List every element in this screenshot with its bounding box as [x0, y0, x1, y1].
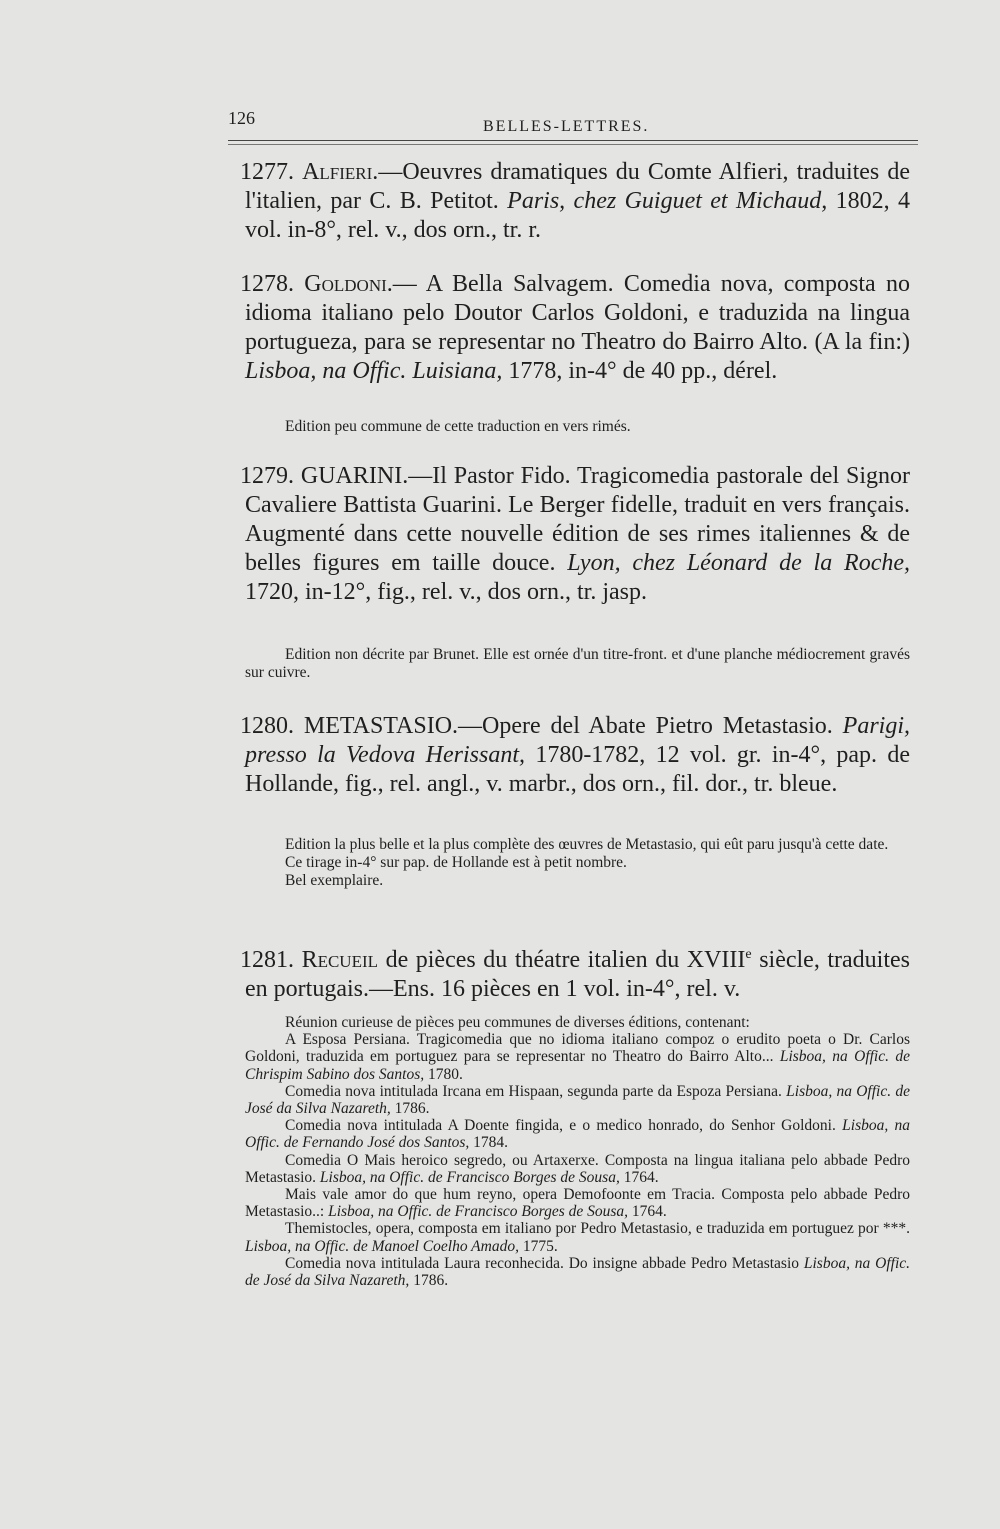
note-text: Ce tirage in-4° sur pap. de Hollande est à petit nombre.: [285, 854, 627, 871]
note-text: Edition peu commune de cette traduction en vers rimés.: [285, 418, 631, 435]
entry-title: —Oeuvres dramatiques du Comte Alfieri, traduites de l'italien, par C. B. Petitot.: [245, 159, 911, 214]
catalog-entry-1280: [240, 712, 911, 799]
item-text: Comedia O Mais heroico segredo, ou Artaxerxe. Composta na lingua italiana pelo abbade Pedro Metastasio.: [245, 1151, 910, 1186]
entry-imprint: Parigi, presso la Vedova Herissant,: [245, 713, 910, 768]
item-imprint: Lisboa, na Offic. de Francisco Borges de Sousa,: [328, 1203, 629, 1221]
item-year: 1786.: [394, 1100, 430, 1118]
item-imprint: Lisboa, na Offic. de Manoel Coelho Amado,: [245, 1237, 519, 1255]
catalog-entry-1279: [240, 462, 911, 607]
item-text: Comedia nova intitulada Ircana em Hispaan, segunda parte da Espoza Persiana.: [285, 1082, 782, 1100]
item-text: Comedia nova intitulada Laura reconhecida. Do insigne abbade Pedro Metastasio: [285, 1254, 800, 1272]
list-item: [245, 1220, 910, 1254]
entry-title: —Opere del Abate Pietro Metastasio.: [458, 713, 833, 739]
note-1281: [245, 1014, 910, 1289]
item-imprint: Lisboa, na Offic. de José da Silva Nazareth,: [245, 1254, 911, 1290]
list-item: [245, 1031, 910, 1083]
header-rule-double: [228, 144, 918, 145]
entry-collation: 1720, in-12°, fig., rel. v., dos orn., tr. jasp.: [245, 579, 647, 605]
entry-author: Alfieri.: [302, 159, 379, 185]
item-year: 1784.: [473, 1134, 509, 1152]
list-item: [245, 1083, 910, 1117]
list-item: [245, 1255, 910, 1289]
entry-title: de pièces du théatre italien du XVIII: [385, 947, 746, 973]
note-text: Edition la plus belle et la plus complète des œuvres de Metastasio, qui eût paru jusqu'à cette date.: [285, 836, 889, 853]
item-imprint: Lisboa, na Offic. de José da Silva Nazareth,: [245, 1082, 910, 1118]
item-year: 1780.: [428, 1065, 463, 1083]
entry-author: Recueil: [301, 947, 378, 973]
item-text: A Esposa Persiana. Tragicomedia que no idioma italiano compoz o erudito poeta o Dr. Carlos Goldoni, traduzida em portuguez para se representar no Theatro do Bairro Alto...: [245, 1031, 910, 1066]
item-imprint: Lisboa, na Offic. de Chrispim Sabino dos Santos,: [245, 1048, 910, 1083]
catalog-entry-1281: [240, 940, 911, 1004]
item-imprint: Lisboa, na Offic. de Francisco Borges de Sousa,: [319, 1168, 620, 1186]
item-year: 1775.: [522, 1237, 558, 1255]
running-head: [228, 104, 918, 144]
note-text: Edition non décrite par Brunet. Elle est ornée d'un titre-front. et d'une planche médiocrement gravés sur cuivre.: [245, 646, 910, 681]
entry-imprint: Paris, chez Guiguet et Michaud,: [507, 188, 828, 214]
catalog-entry-1278: [240, 270, 910, 386]
item-year: 1764.: [631, 1203, 667, 1221]
entry-title: —Il Pastor Fido. Tragicomedia pastorale del Signor Cavaliere Battista Guarini. Le Berger fidelle, traduit en vers français. Augmenté dans cette nouvelle édition de ses rimes italiennes & de belles figures em taille douce.: [245, 463, 911, 576]
entry-author: Goldoni.: [304, 271, 393, 297]
list-item: [245, 1152, 910, 1186]
note-1279: [245, 646, 910, 682]
entry-collation: siècle, traduites en portugais.—Ens. 16 pièces en 1 vol. in-4°, rel. v.: [245, 947, 911, 1002]
note-1280: [245, 836, 910, 890]
entry-number: 1277.: [240, 159, 294, 185]
entry-collation: 1802, 4 vol. in-8°, rel. v., dos orn., tr. r.: [245, 188, 911, 243]
entry-imprint: Lisboa, na Offic. Luisiana,: [245, 358, 503, 384]
item-imprint: Lisboa, na Offic. de Fernando José dos Santos,: [245, 1117, 911, 1152]
entry-number: 1278.: [240, 271, 294, 297]
item-text: Comedia nova intitulada A Doente fingida, e o medico honrado, do Senhor Goldoni.: [285, 1117, 836, 1135]
item-year: 1764.: [623, 1168, 659, 1186]
entry-imprint: Lyon, chez Léonard de la Roche,: [567, 550, 910, 576]
entry-number: 1279.: [240, 463, 294, 489]
note-1278: [245, 418, 910, 436]
entry-title: — A Bella Salvagem. Comedia nova, composta no idioma italiano pelo Doutor Carlos Goldoni, e traduzida na lingua portugueza, para se representar no Theatro do Bairro Alto. (A la fin:): [245, 271, 910, 355]
entry-author: METASTASIO.: [303, 713, 459, 739]
entry-collation: 1780-1782, 12 vol. gr. in-4°, pap. de Hollande, fig., rel. angl., v. marbr., dos orn., fil. dor., tr. bleue.: [245, 742, 911, 797]
note-intro: Réunion curieuse de pièces peu communes de diverses éditions, contenant:: [285, 1014, 750, 1031]
item-text: Themistocles, opera, composta em italiano por Pedro Metastasio, e traduzida em portuguez por ***.: [285, 1220, 910, 1238]
entry-number: 1280.: [240, 713, 294, 739]
entry-number: 1281.: [240, 947, 294, 973]
catalog-entry-1277: [240, 158, 911, 245]
section-title: BELLES-LETTRES.: [483, 118, 650, 135]
header-rule: [228, 140, 918, 141]
entry-collation: 1778, in-4° de 40 pp., dérel.: [508, 358, 778, 384]
list-item: [245, 1117, 910, 1151]
entry-author: GUARINI.: [300, 463, 409, 489]
list-item: [245, 1186, 910, 1220]
item-year: 1786.: [413, 1272, 449, 1290]
page-number: 126: [228, 108, 255, 128]
item-text: Mais vale amor do que hum reyno, opera Demofoonte em Tracia. Composta pelo abbade Pedro Metastasio..:: [245, 1186, 910, 1221]
superscript: e: [745, 947, 752, 962]
note-text: Bel exemplaire.: [285, 872, 384, 889]
